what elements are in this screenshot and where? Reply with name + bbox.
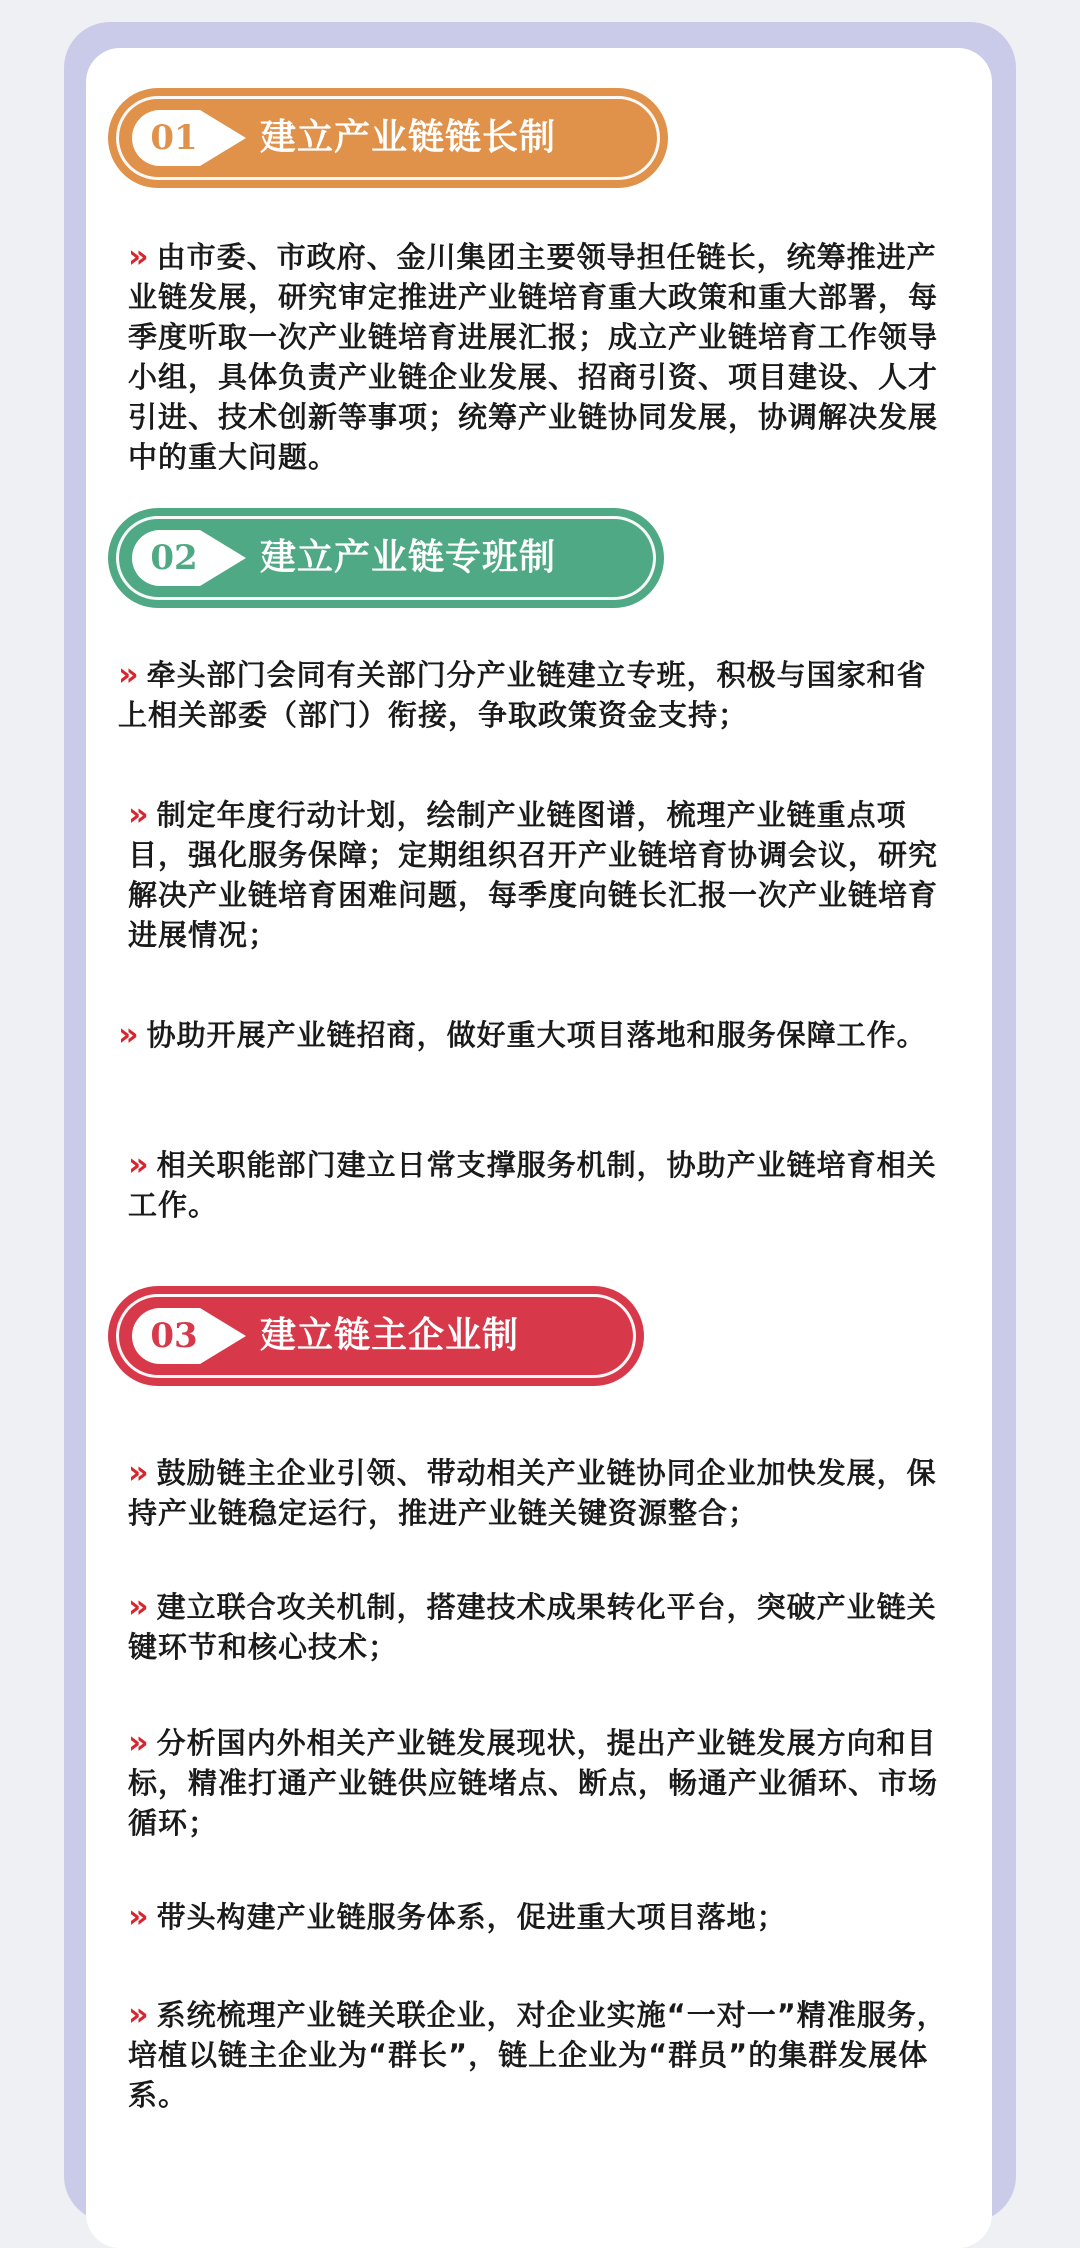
double-chevron-right-icon: » [118,1015,135,1053]
double-chevron-right-icon: » [128,1587,145,1625]
double-chevron-right-icon: » [128,1145,145,1183]
double-chevron-right-icon: » [128,1723,145,1761]
double-chevron-right-icon: » [118,655,135,693]
section-2-paragraph-3 [118,1014,956,1055]
section-number: 01 [150,118,198,158]
paragraph-text: 分析国内外相关产业链发展现状，提出产业链发展方向和目标，精准打通产业链供应链堵点、断点，畅通产业循环、市场循环； [128,1726,939,1840]
paragraph-text: 制定年度行动计划，绘制产业链图谱，梳理产业链重点项目，强化服务保障；定期组织召开产业链培育协调会议，研究解决产业链培育困难问题，每季度向链长汇报一次产业链培育进展情况； [128,798,939,952]
section-number: 03 [150,1316,198,1356]
paragraph-text: 协助开展产业链招商，做好重大项目落地和服务保障工作。 [146,1018,927,1052]
double-chevron-right-icon: » [128,1995,145,2033]
section-3-paragraph-3 [128,1722,956,1843]
double-chevron-right-icon: » [128,237,145,275]
section-title: 建立产业链专班制 [260,537,557,578]
section-1-paragraph-1 [128,236,956,477]
double-chevron-right-icon: » [128,1453,145,1491]
paragraph-text: 鼓励链主企业引领、带动相关产业链协同企业加快发展，保持产业链稳定运行，推进产业链关键资源整合； [128,1456,937,1530]
section-title: 建立产业链链长制 [260,117,557,158]
paragraph-text: 相关职能部门建立日常支撑服务机制，协助产业链培育相关工作。 [128,1148,937,1222]
paragraph-text: 带头构建产业链服务体系，促进重大项目落地； [156,1900,787,1934]
section-3-paragraph-1 [128,1452,956,1533]
section-2-paragraph-2 [128,794,956,955]
section-2-paragraph-4 [128,1144,956,1225]
paragraph-text: 由市委、市政府、金川集团主要领导担任链长，统筹推进产业链发展，研究审定推进产业链培育重大政策和重大部署，每季度听取一次产业链培育进展汇报；成立产业链培育工作领导小组，具体负责产业链企业发展、招商引资、项目建设、人才引进、技术创新等事项；统筹产业链协同发展，协调解决发展中的重大问题。 [128,240,939,474]
section-3-header [108,1286,644,1386]
section-2-header [108,508,664,608]
double-chevron-right-icon: » [128,795,145,833]
double-chevron-right-icon: » [128,1897,145,1935]
section-title: 建立链主企业制 [260,1315,520,1356]
section-3-paragraph-4 [128,1896,956,1937]
paragraph-text: 系统梳理产业链关联企业，对企业实施“一对一”精准服务，培植以链主企业为“群长”，链上企业为“群员”的集群发展体系。 [128,1998,947,2112]
paragraph-text: 建立联合攻关机制，搭建技术成果转化平台，突破产业链关键环节和核心技术； [128,1590,937,1664]
section-2-paragraph-1 [118,654,956,735]
section-1-header [108,88,668,188]
paragraph-text: 牵头部门会同有关部门分产业链建立专班，积极与国家和省上相关部委（部门）衔接，争取政策资金支持； [118,658,927,732]
section-3-paragraph-5 [128,1994,968,2115]
section-3-paragraph-2 [128,1586,956,1667]
section-number: 02 [150,538,198,578]
